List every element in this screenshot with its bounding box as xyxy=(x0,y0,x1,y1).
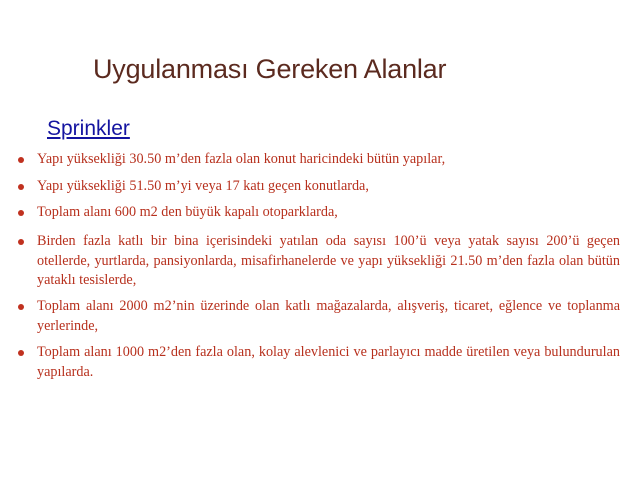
list-item-text: Toplam alanı 2000 m2’nin üzerinde olan katlı mağazalarda, alışveriş, ticaret, eğlence ve toplanma yerlerinde, xyxy=(37,298,620,334)
list-item-text: Yapı yüksekliği 30.50 m’den fazla olan konut haricindeki bütün yapılar, xyxy=(37,151,446,167)
slide-title: Uygulanması Gereken Alanlar xyxy=(93,54,447,84)
list-item-text: Toplam alanı 600 m2 den büyük kapalı otoparklarda, xyxy=(37,204,338,220)
slide-subtitle: Sprinkler xyxy=(47,117,130,140)
bullet-icon xyxy=(18,304,24,310)
list-item-text: Toplam alanı 1000 m2’den fazla olan, kolay alevlenici ve parlayıcı madde üretilen veya bulundurulan yapılarda. xyxy=(37,344,620,380)
bullet-icon xyxy=(18,184,24,190)
bullet-icon xyxy=(18,157,24,163)
list-item-text: Birden fazla katlı bir bina içerisindeki yatılan oda sayısı 100’ü veya yatak sayısı 200’ü geçen otellerde, yurtlarda, pansiyonlarda, misafirhanelerde ve yapı yüksekliği 21.50 m’den fazla olan bütün yataklı tesislerde, xyxy=(37,233,620,288)
bullet-icon xyxy=(18,210,24,216)
bullet-icon xyxy=(18,239,24,245)
bullet-icon xyxy=(18,350,24,356)
list-item-text: Yapı yüksekliği 51.50 m’yi veya 17 katı geçen konutlarda, xyxy=(37,178,369,194)
